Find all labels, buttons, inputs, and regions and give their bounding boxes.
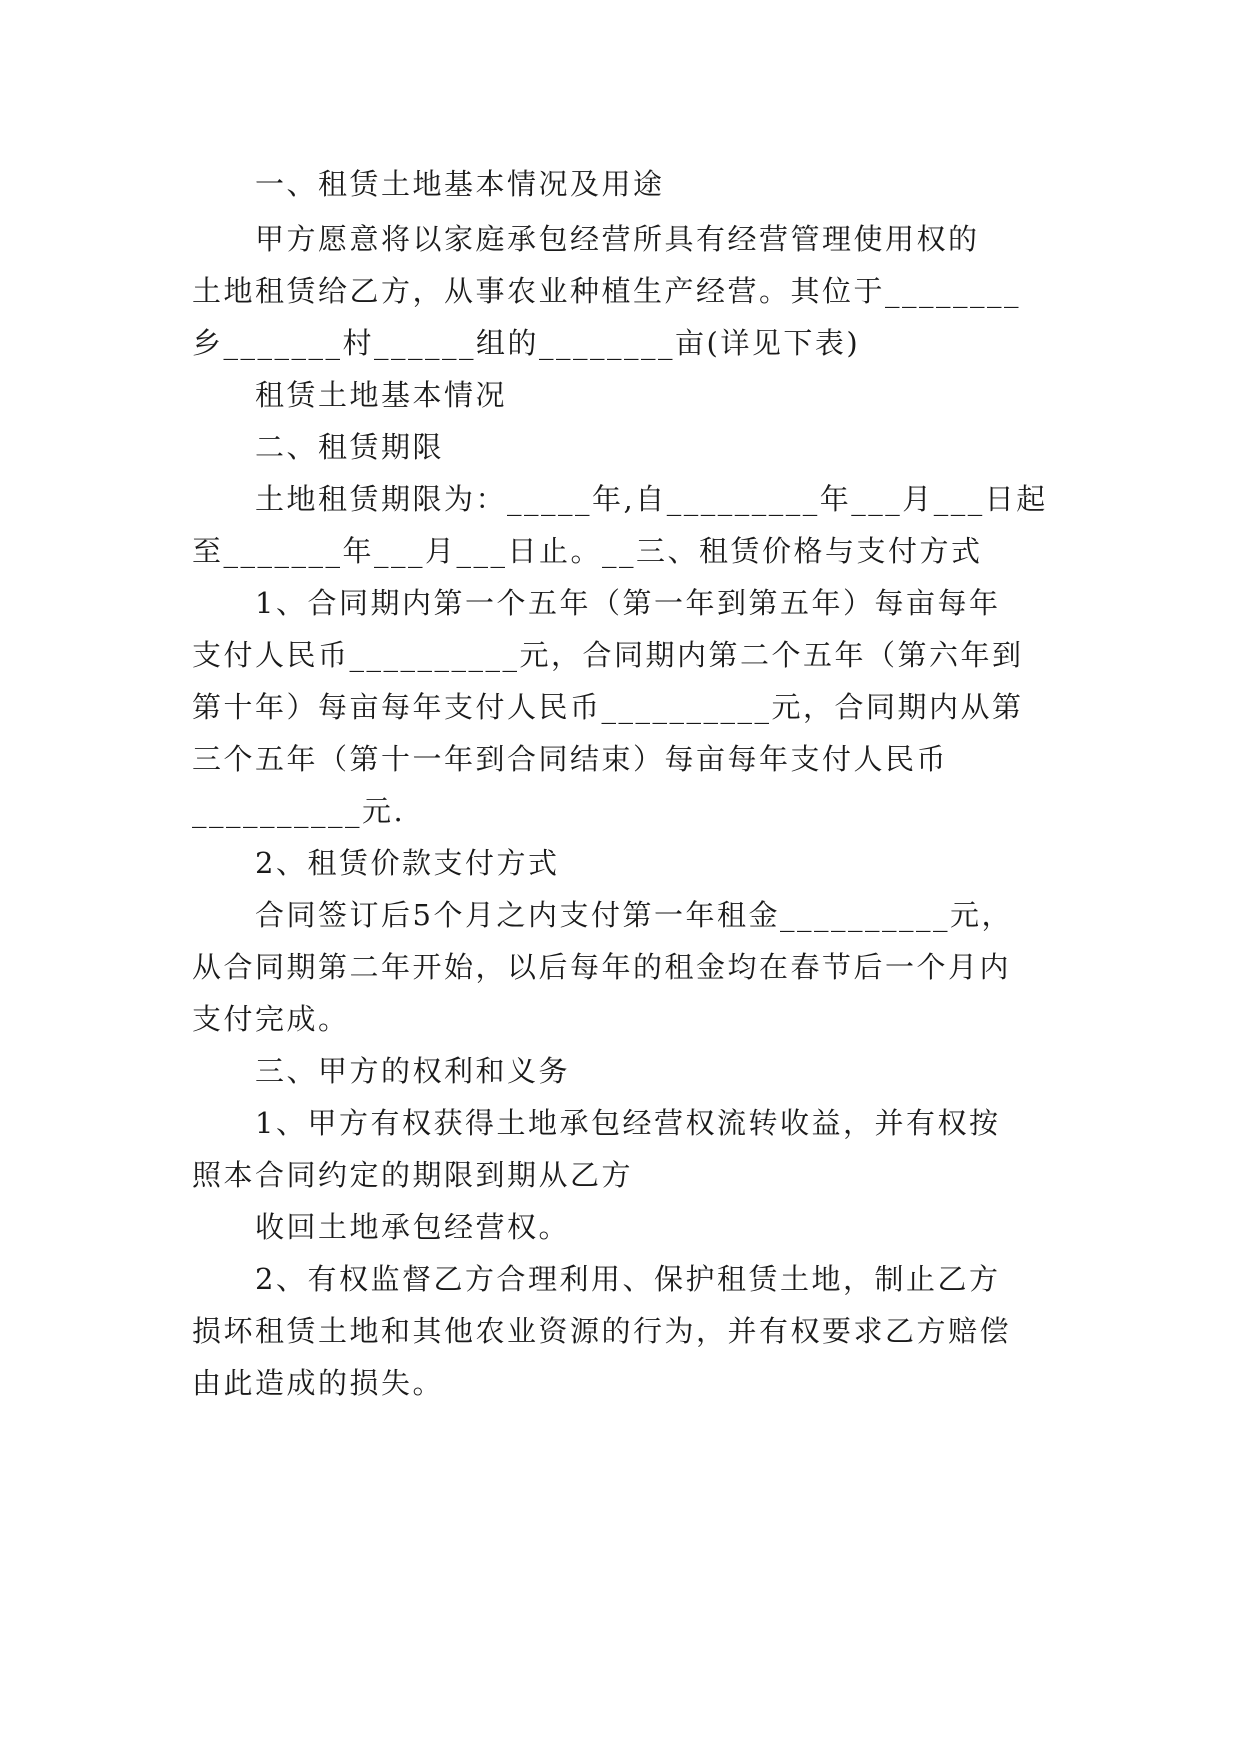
- paragraph-line: 土地租赁给乙方，从事农业种植生产经营。其位于________: [192, 274, 1022, 308]
- paragraph-line: 照本合同约定的期限到期从乙方: [192, 1158, 634, 1192]
- paragraph-line: 1、甲方有权获得土地承包经营权流转收益，并有权按: [255, 1106, 1001, 1140]
- paragraph-line: __________元.: [192, 794, 406, 828]
- paragraph-line: 支付完成。: [192, 1002, 350, 1036]
- paragraph-line: 三个五年（第十一年到合同结束）每亩每年支付人民币: [192, 742, 949, 776]
- paragraph-line: 损坏租赁土地和其他农业资源的行为，并有权要求乙方赔偿: [192, 1314, 1012, 1348]
- section-heading: 三、甲方的权利和义务: [255, 1054, 571, 1088]
- paragraph-line: 乡_______村______组的________亩(详见下表): [192, 326, 861, 360]
- section-heading: 2、租赁价款支付方式: [255, 846, 560, 880]
- paragraph-line: 支付人民币__________元，合同期内第二个五年（第六年到: [192, 638, 1024, 672]
- paragraph-line: 1、合同期内第一个五年（第一年到第五年）每亩每年: [255, 586, 1001, 620]
- paragraph-line: 2、有权监督乙方合理利用、保护租赁土地，制止乙方: [255, 1262, 1001, 1296]
- paragraph-line: 第十年）每亩每年支付人民币__________元，合同期内从第: [192, 690, 1024, 724]
- paragraph-line: 合同签订后5个月之内支付第一年租金__________元，: [255, 898, 1013, 932]
- paragraph-line: 土地租赁期限为：_____年,自_________年___月___日起: [255, 482, 1048, 516]
- paragraph-line: 由此造成的损失。: [192, 1366, 445, 1400]
- paragraph-line: 甲方愿意将以家庭承包经营所具有经营管理使用权的: [255, 222, 980, 256]
- paragraph-line: 租赁土地基本情况: [255, 378, 508, 412]
- paragraph-line: 从合同期第二年开始，以后每年的租金均在春节后一个月内: [192, 950, 1012, 984]
- section-heading: 二、租赁期限: [255, 430, 445, 464]
- paragraph-line: 至_______年___月___日止。__三、租赁价格与支付方式: [192, 534, 983, 568]
- section-heading: 一、租赁土地基本情况及用途: [255, 167, 665, 201]
- paragraph-line: 收回土地承包经营权。: [255, 1210, 571, 1244]
